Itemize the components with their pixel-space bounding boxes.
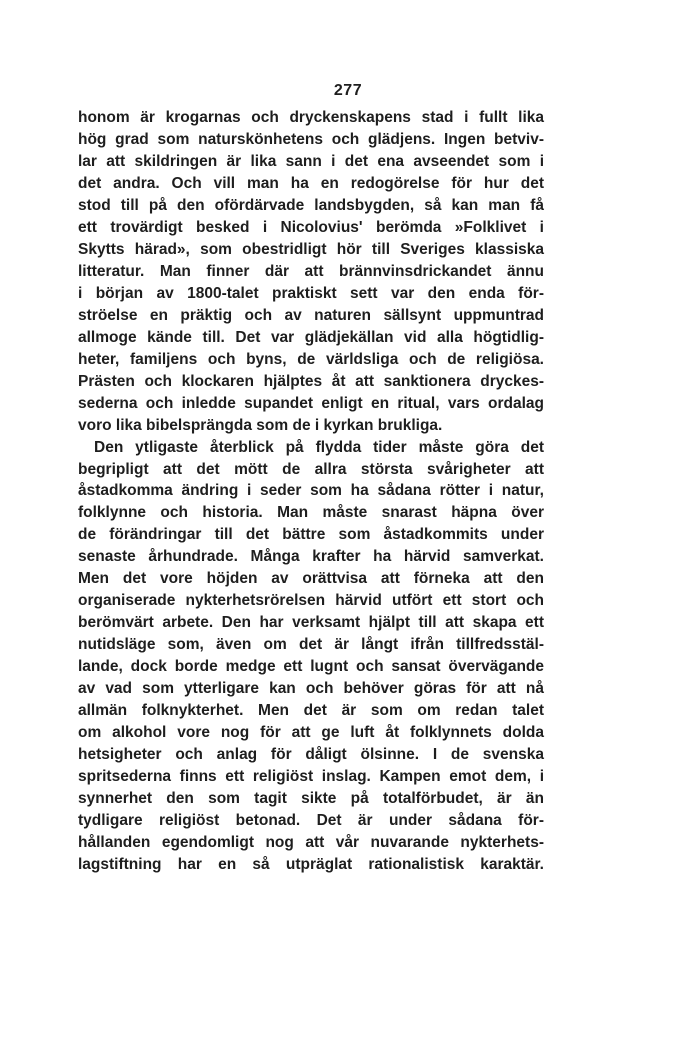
text-line: hållanden egendomligt nog att vår nuvarande nykterhets- [78, 833, 544, 851]
text-line: lande, dock borde medge ett lugnt och sansat övervägande [78, 658, 544, 676]
text-line: i början av 1800-talet praktiskt sett var den enda för- [78, 284, 544, 302]
text-line: de förändringar till det bättre som åstadkommits under [78, 526, 544, 544]
text-line: berömvärt arbete. Den har verksamt hjälpt till att skapa ett [78, 614, 544, 632]
text-line: om alkohol vore nog för att ge luft åt folklynnets dolda [78, 724, 544, 742]
text-line: litteratur. Man finner där att brännvinsdrickandet ännu [78, 262, 544, 280]
text-line: begripligt att det mött de allra största svårigheter att [78, 460, 544, 478]
text-line: allmoge kände till. Det var glädjekällan vid alla högtidlig- [78, 328, 544, 346]
text-line: allmän folknykterhet. Men det är som om redan talet [78, 702, 544, 720]
text-line: lar att skildringen är lika sann i det ena avseendet som i [78, 152, 544, 170]
text-line: Prästen och klockaren hjälptes åt att sanktionera dryckes- [78, 372, 544, 390]
text-line: tydligare religiöst betonad. Det är under sådana för- [78, 812, 544, 829]
text-line: sederna och inledde supandet enligt en ritual, vars ordalag [78, 394, 544, 412]
text-line: lagstiftning har en så utpräglat rationalistisk karaktär. [78, 855, 544, 873]
text-line: folklynne och historia. Man måste snarast häpna över [78, 504, 544, 522]
text-line: heter, familjens och byns, de världsliga och de religiösa. [78, 350, 544, 368]
text-line: hög grad som naturskönhetens och glädjens. Ingen betviv- [78, 130, 544, 148]
text-line: ströelse en präktig och av naturen sällsynt uppmuntrad [78, 306, 544, 324]
text-line: Skytts härad», som obestridligt hör till Sveriges klassiska [78, 240, 544, 258]
page-number: 277 [333, 82, 363, 99]
text-line: av vad som ytterligare kan och behöver göras för att nå [78, 680, 544, 698]
text-line: Men det vore höjden av orättvisa att förneka att den [78, 570, 544, 588]
text-line: honom är krogarnas och dryckenskapens stad i fullt lika [78, 109, 544, 126]
text-line: Den ytligaste återblick på flydda tider måste göra det [94, 438, 544, 456]
body-text [78, 107, 544, 876]
text-line: det andra. Och vill man ha en redogörelse för hur det [78, 174, 544, 192]
text-line: organiserade nykterhetsrörelsen härvid utfört ett stort och [78, 592, 544, 610]
text-line: senaste århundrade. Många krafter ha härvid samverkat. [78, 548, 544, 566]
text-line: nutidsläge som, även om det är långt ifrån tillfredsstäl- [78, 636, 544, 654]
text-line: voro lika bibelsprängda som de i kyrkan brukliga. [78, 416, 443, 434]
text-line: stod till på den ofördärvade landsbygden, så kan man få [78, 196, 544, 214]
text-line: synnerhet den som tagit sikte på totalförbudet, är än [78, 790, 544, 808]
text-line: åstadkomma ändring i seder som ha sådana rötter i natur, [78, 482, 544, 500]
text-line: spritsederna finns ett religiöst inslag. Kampen emot dem, i [78, 768, 544, 786]
text-line: ett trovärdigt besked i Nicolovius' berömda »Folklivet i [78, 218, 544, 236]
text-line: hetsigheter och anlag för dåligt ölsinne. I de svenska [78, 746, 544, 764]
